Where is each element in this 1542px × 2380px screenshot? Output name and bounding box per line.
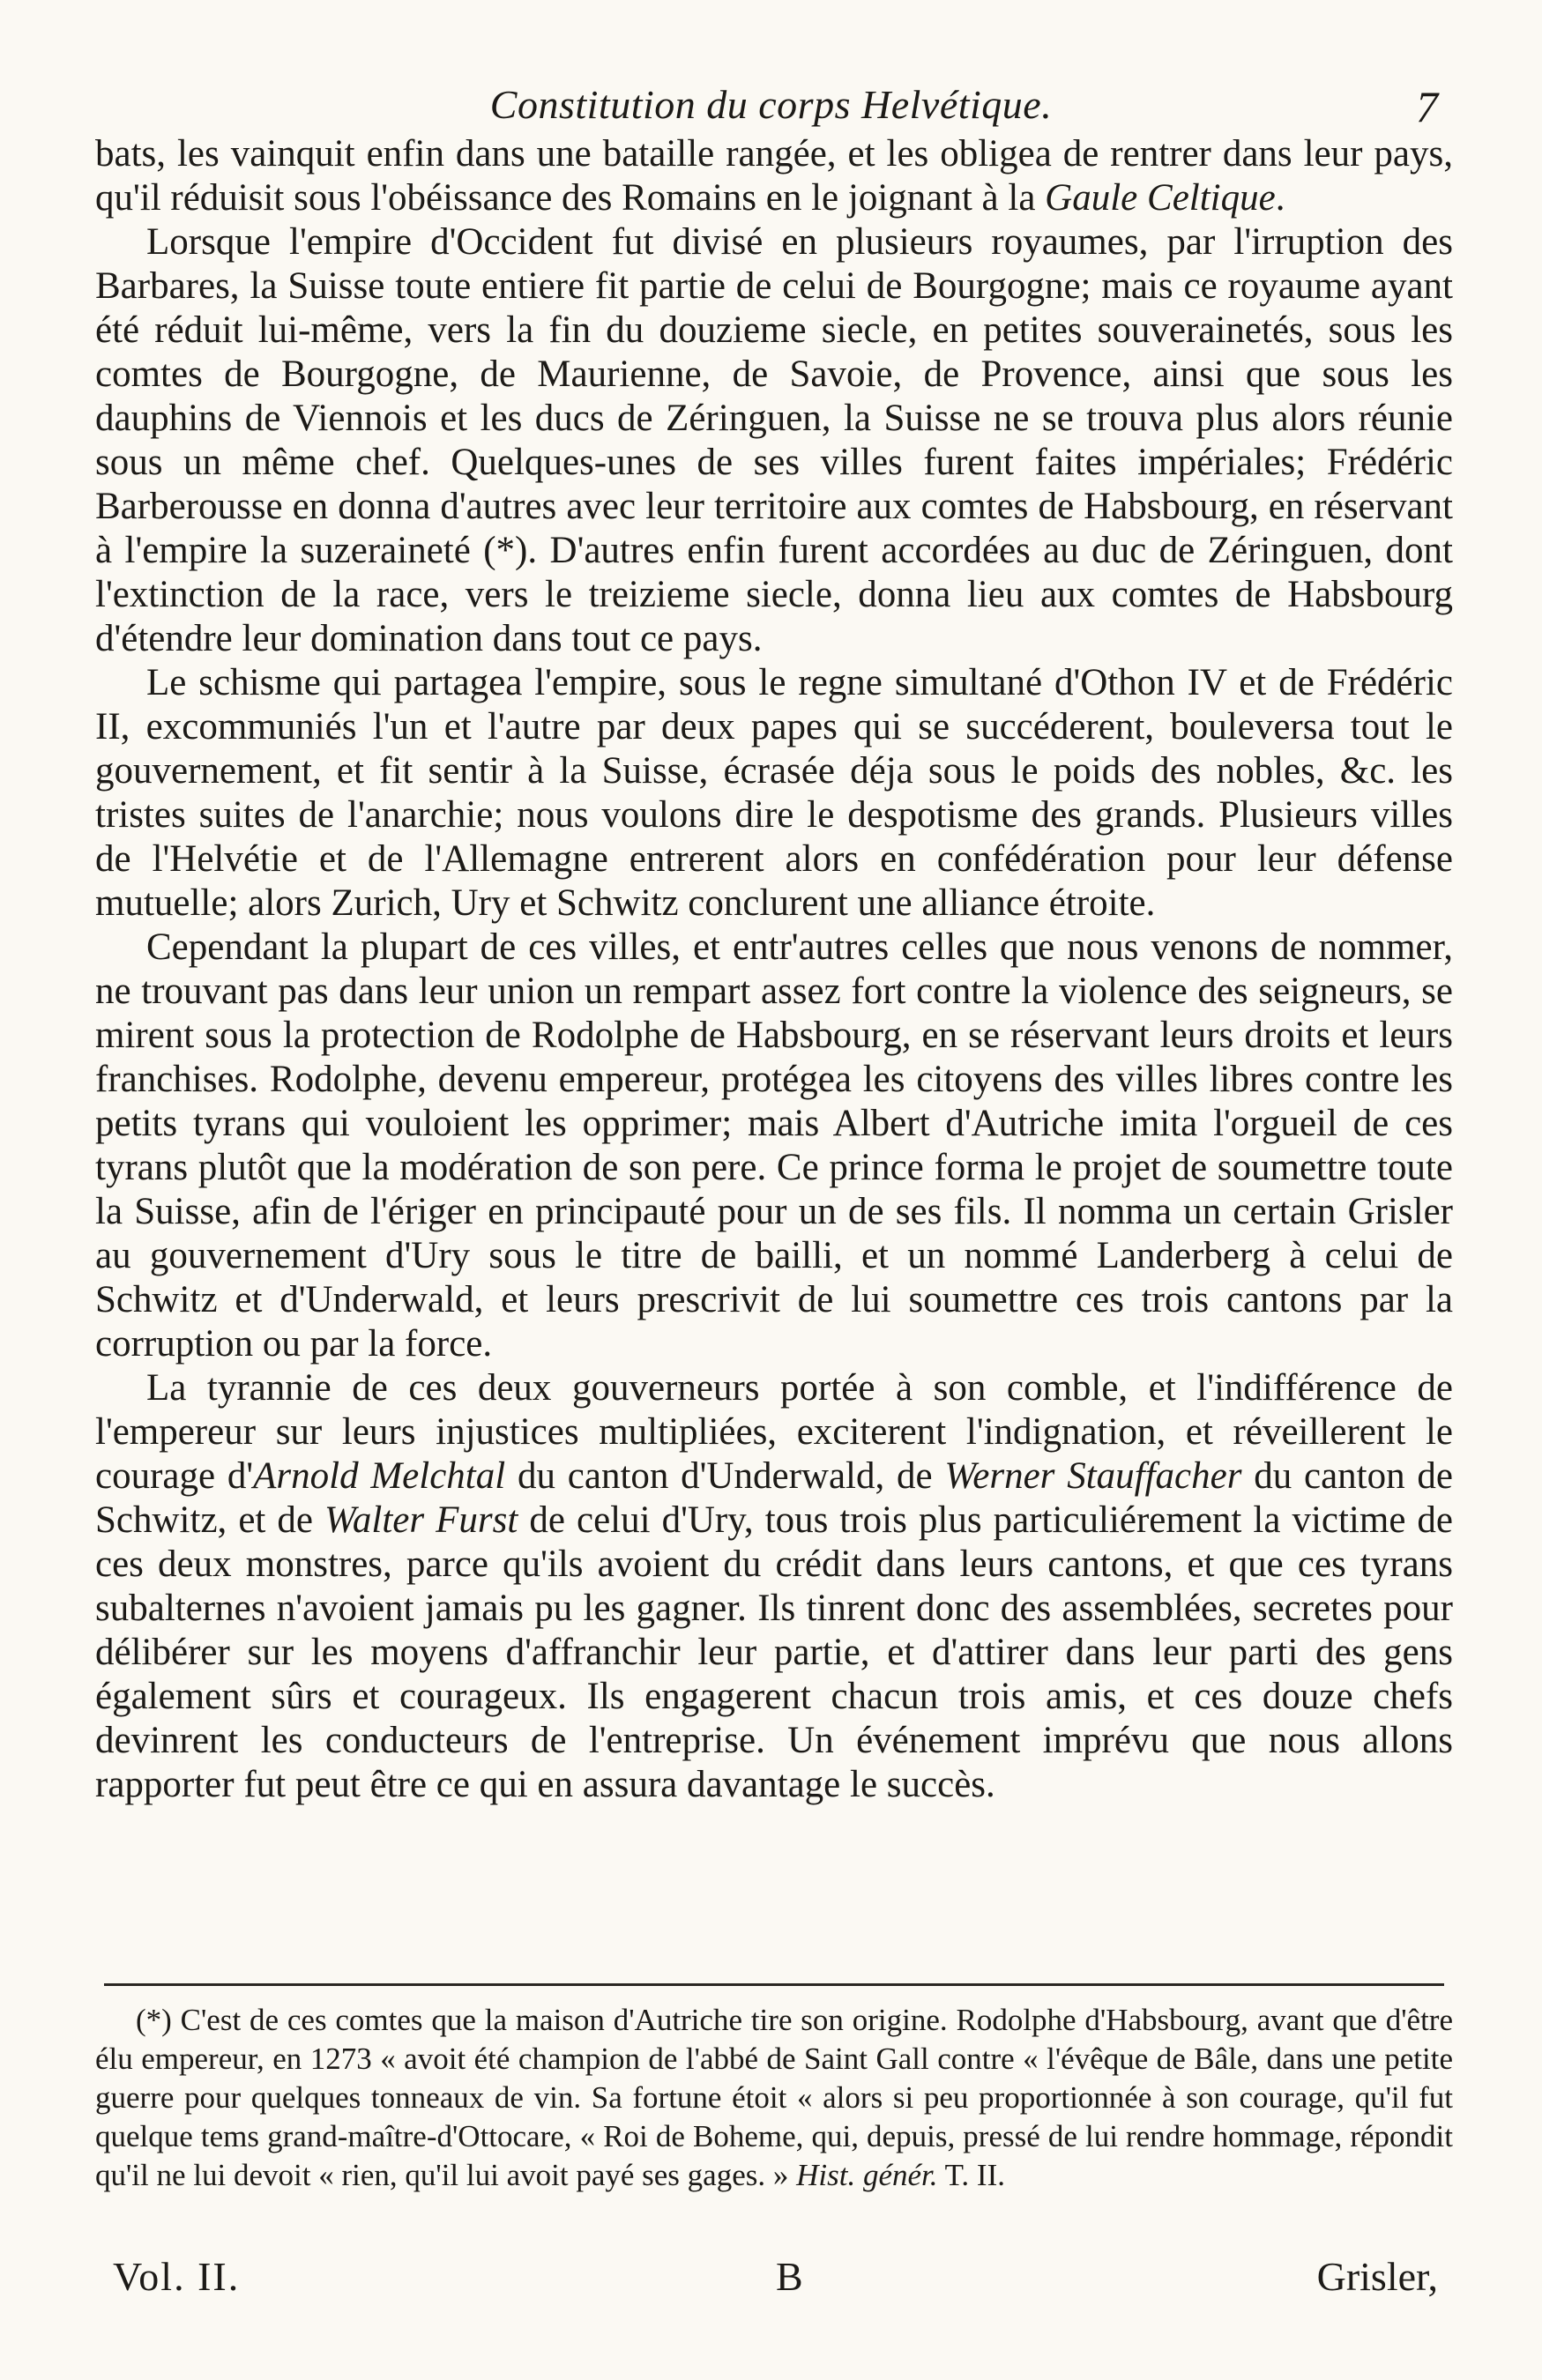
main-text [95,132,1453,1807]
paragraph-1-text: bats, les vainquit enfin dans une bataille rangée, et les obligea de rentrer dans leur pays, qu'il réduisit sous l'obéissance des Romains en le joignant à la [95,133,1453,219]
running-title: Constitution du corps Helvétique. [489,82,1053,127]
paragraph-5-text-c: du canton d'Underwald, de [505,1455,945,1497]
page-number: 7 [1416,82,1438,131]
paragraph-1 [95,132,1453,220]
paragraph-5-text-e: du canton de Schwitz, et de [95,1455,1454,1541]
name-walter-furst: Walter Furst [324,1499,518,1541]
footnote-source: Hist. génér. [796,2158,938,2192]
page-footer [0,2253,1542,2315]
paragraph-3: Le schisme qui partagea l'empire, sous le regne simultané d'Othon IV et de Frédéric II, excommuniés l'un et l'autre par deux papes qui se succéderent, bouleversa tout le gouvernement, et fit sentir à la Suisse, écrasée déja sous le poids des nobles, &c. les tristes suites de l'anarchie; nous voulons dire le despotisme des grands. Plusieurs villes de l'Helvétie et de l'Allemagne entrerent alors en confédération pour leur défense mutuelle; alors Zurich, Ury et Schwitz conclurent une alliance étroite. [95,662,1453,924]
paragraph-5-text-g: de celui d'Ury, tous trois plus particuliérement la victime de ces deux monstres, parce qu'ils avoient du crédit dans leurs cantons, et que ces tyrans subalternes n'avoient jamais pu les gagner. Ils tinrent donc des assemblées, secretes pour délibérer sur les moyens d'affranchir leur partie, et d'attirer dans leur parti des gens également sûrs et courageux. Ils engagerent chacun trois amis, et ces douze chefs devinrent les conducteurs de l'entreprise. Un événement imprévu que nous allons rapporter fut peut être ce qui en assura davantage le succès. [95,1499,1454,1805]
catchword: Grisler, [1316,2254,1438,2299]
paragraph-4: Cependant la plupart de ces villes, et entr'autres celles que nous venons de nommer, ne trouvant pas dans leur union un rempart assez fort contre la violence des seigneurs, se mirent sous la protection de Rodolphe de Habsbourg, en se réservant leurs droits et leurs franchises. Rodolphe, devenu empereur, protégea les citoyens des villes libres contre les petits tyrans qui vouloient les opprimer; mais Albert d'Autriche imita l'orgueil de ces tyrans plutôt que la modération de son pere. Ce prince forma le projet de soumettre toute la Suisse, afin de l'ériger en principauté pour un de ses fils. Il nomma un certain Grisler au gouvernement d'Ury sous le titre de bailli, et un nommé Landerberg à celui de Schwitz et d'Underwald, et leurs prescrivit de lui soumettre ces trois cantons par la corruption ou par la force. [95,926,1453,1365]
footnote-volume-ref: T. II. [937,2158,1005,2192]
name-arnold-melchtal: Arnold Melchtal [253,1455,506,1497]
name-werner-stauffacher: Werner Stauffacher [944,1455,1242,1497]
paragraph-5 [95,1366,1453,1807]
footnote-divider [104,1983,1444,1986]
paragraph-1-end: . [1275,177,1285,219]
footnote [95,2001,1453,2195]
volume-label: Vol. II. [113,2254,241,2299]
footnote-text: (*) C'est de ces comtes que la maison d'Autriche tire son origine. Rodolphe d'Habsbourg, avant que d'être élu empereur, en 1273 « avoit été champion de l'abbé de Saint Gall contre « l'évêque de Bâle, dans une petite guerre pour quelques tonneaux de vin. Sa fortune étoit « alors si peu proportionnée à son courage, qu'il fut quelque tems grand-maître-d'Ottocare, « Roi de Boheme, qui, depuis, pressé de lui rendre hommage, répondit qu'il ne lui devoit « rien, qu'il lui avoit payé ses gages. » [95,2003,1453,2192]
signature-mark: B [776,2254,803,2299]
paragraph-5-text-a: La tyrannie de ces deux gouverneurs portée à son comble, et l'indifférence de l'empereur sur leurs injustices multipliées, exciterent l'indignation, et réveillerent le courage d' [95,1367,1453,1497]
footnote-paragraph [95,2001,1453,2195]
paragraph-1-italic: Gaule Celtique [1045,177,1276,219]
paragraph-2: Lorsque l'empire d'Occident fut divisé en plusieurs royaumes, par l'irruption des Barbares, la Suisse toute entiere fit partie de celui de Bourgogne; mais ce royaume ayant été réduit lui-même, vers la fin du douzieme siecle, en petites souverainetés, sous les comtes de Bourgogne, de Maurienne, de Savoie, de Provence, ainsi que sous les dauphins de Viennois et les ducs de Zéringuen, la Suisse ne se trouva plus alors réunie sous un même chef. Quelques-unes de ses villes furent faites impériales; Frédéric Barberousse en donna d'autres avec leur territoire aux comtes de Habsbourg, en réservant à l'empire la suzeraineté (*). D'autres enfin furent accordées au duc de Zéringuen, dont l'extinction de la race, vers le treizieme siecle, donna lieu aux comtes de Habsbourg d'étendre leur domination dans tout ce pays. [95,221,1453,659]
